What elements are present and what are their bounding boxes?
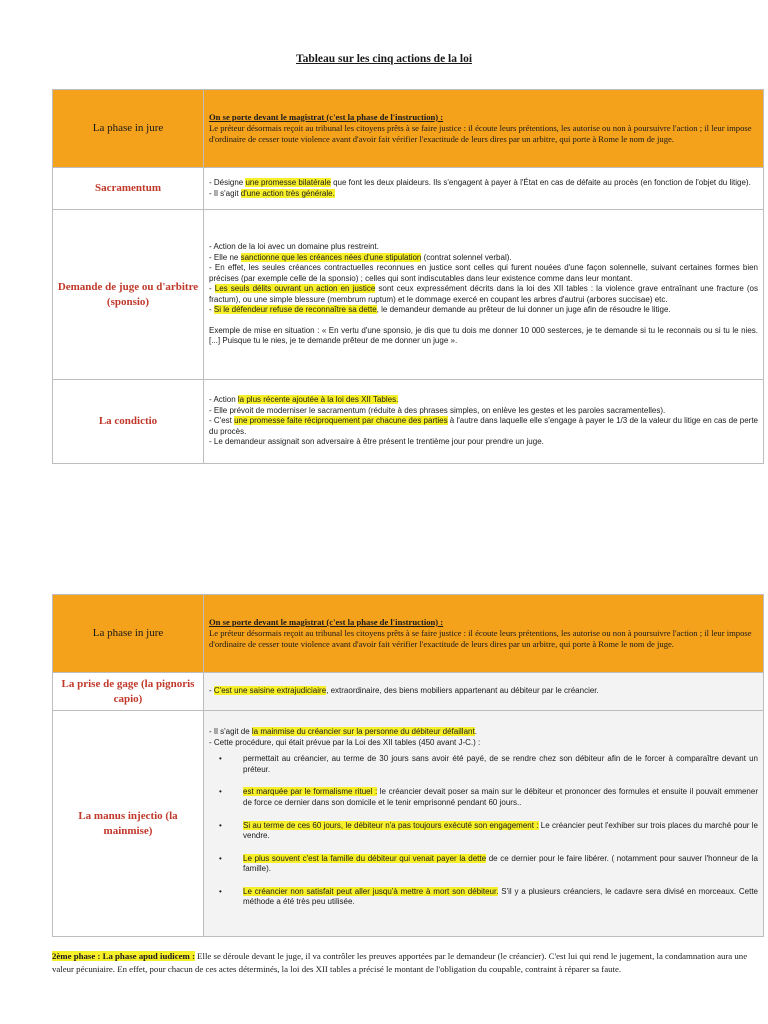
second-phase-text: Elle se déroule devant le juge, il va contrôler les preuves apportées par le demandeur (le créancier). C'est lui qui rend le jugement, la condamnation aura une valeur pécuniaire. En effet, pour chacun de ces actes déterminés, la loi des XII tables a précisé le montant de l'obligation du coupable, contraint à réparer sa faute. [52,951,748,975]
text-span: - [209,305,214,315]
demande-cell [204,210,764,380]
highlight-span: une promesse bilatérale [245,177,331,187]
phase-in-jure-cell [204,90,764,168]
phase-in-jure-cell-2 [204,595,764,673]
text-span: , extraordinaire, des biens mobiliers appartenant au débiteur par le créancier. [326,686,599,696]
text-span: de ce dernier pour le faire libérer. ( notamment pour sauver l'honneur de la famille). [243,853,758,874]
text-span: - [209,686,214,696]
sacramentum-line-2 [209,189,758,200]
manus-line-1 [209,727,758,738]
row-phase-in-jure-2 [53,595,764,673]
manus-bullet-5 [243,887,758,908]
text-span: le créancier devait poser sa main sur le débiteur et prononcer des formules et ensuite il pouvait emmener de force ce dernier dans son domicile et le tenir emprisonné pendant 60 jours.. [243,787,758,807]
text-span: - Il s'agit [209,188,241,198]
phase-in-jure-heading-2: On se porte devant le magistrat (c'est la phase de l'instruction) : [209,616,444,627]
condictio-line-2: - Elle prévoit de moderniser le sacramentum (réduite à des phrases simples, on enlève les gestes et les paroles sacramentelles). [209,405,666,415]
demande-label: Demande de juge ou d'arbitre (sponsio) [53,210,204,380]
row-prise-de-gage [53,673,764,711]
text-span: que font les deux plaideurs. Ils s'engagent à payer à l'État en cas de défaite au procès (en fonction de l'objet du litige). [330,177,751,187]
manus-bullet-2 [243,787,758,808]
actions-table-2 [52,594,764,937]
text-span: - Elle ne [209,252,241,262]
text-span: Le créancier peut l'exhiber sur trois places du marché pour le vendre. [243,820,759,841]
sacramentum-label: Sacramentum [53,168,204,210]
second-phase-heading: 2ème phase : La phase apud iudicem : [52,951,195,961]
highlight-span: Si au terme de ces 60 jours, le débiteur n'a pas toujours exécuté son engagement : [243,820,539,830]
demande-line-4 [209,284,758,305]
manus-bullets [209,754,758,907]
sacramentum-text [204,175,763,202]
highlight-span: C'est une saisine extrajudiciaire [213,686,327,696]
phase-in-jure-text [204,109,763,149]
prise-text [204,683,763,700]
highlight-span: la mainmise du créancier sur la personne du débiteur défaillant [251,727,475,737]
phase-in-jure-heading: On se porte devant le magistrat (c'est la phase de l'instruction) : [209,111,444,122]
row-manus-injectio [53,711,764,937]
manus-bullet-3 [243,821,758,842]
text-span: (contrat solennel verbal). [421,252,512,262]
manus-bullet-4 [243,854,758,875]
sacramentum-line-1 [209,178,758,189]
text-span: - C'est [209,416,235,426]
text-span: . [474,727,477,737]
condictio-cell [204,380,764,464]
condictio-label: La condictio [53,380,204,464]
row-demande-de-juge [53,210,764,380]
text-span: S'il y a plusieurs créanciers, le cadavre sera divisé en morceaux. Cette méthode a été très peu utilisée. [243,886,759,907]
highlight-span: d'une action très générale. [240,188,335,198]
manus-cell [204,711,764,937]
text-span: - [209,284,215,294]
manus-text [204,724,763,923]
highlight-span: sanctionne que les créances nées d'une stipulation [240,252,422,262]
demande-example: Exemple de mise en situation : « En vertu d'une sponsio, je dis que tu dois me donner 10 000 sesterces, je te demande si tu le reconnais ou si tu le nies. [...] Puisque tu le nies, je te demande prêteur de me donner un juge ». [209,325,758,346]
manus-bullet-1: • permettait au créancier, au terme de 30 jours sans avoir été payé, de se rendre chez son débiteur afin de le forcer à comparaître devant un préteur. [243,754,758,775]
highlight-span: Le créancier non satisfait peut aller jusqu'à mettre à mort son débiteur. [243,886,499,896]
highlight-span: Le plus souvent c'est la famille du débiteur qui venait payer la dette [243,853,487,863]
second-phase-paragraph [52,950,764,976]
text-span: - Désigne [209,177,246,187]
actions-table-1 [52,89,764,464]
text-span: - Il s'agit de [209,727,252,737]
demande-line-2 [209,253,758,264]
demande-line-5 [209,305,758,316]
text-span: , le demandeur demande au prêteur de lui donner un juge afin de résoudre le litige. [376,305,671,315]
text-span: sont ceux expressément décrits dans la loi des XII tables : la violence grave entraînant une fracture (os fractum), ou une simple blessure (membrum ruptum) et le dommage exercé en coupant les arbres d'autrui (arbores succisae) etc. [209,284,758,304]
sacramentum-cell [204,168,764,210]
phase-in-jure-label-2: La phase in jure [53,595,204,673]
highlight-span: une promesse faite réciproquement par chacune des parties [234,416,448,426]
phase-in-jure-body: Le préteur désormais reçoit au tribunal les citoyens prêts à se faire justice : il écoute leurs prétentions, les autorise ou non à poursuivre l'action ; il leur impose d'ordinaire de cesser toute violence avant d'avoir fait vérifier l'exactitude de leurs dires par un arbitre, qui porte à Rome le nom de juge. [209,122,752,145]
text-span: à l'autre dans laquelle elle s'engage à payer le 1/3 de la valeur du litige en cas de perte du procès. [209,416,758,436]
condictio-line-4: - Le demandeur assignait son adversaire à être présent le trentième jour pour prendre un juge. [209,437,544,447]
phase-in-jure-label: La phase in jure [53,90,204,168]
demande-text [204,239,763,350]
highlight-span: Les seuls délits ouvrant un action en justice [214,284,376,294]
highlight-span: la plus récente ajoutée à la loi des XII Tables. [237,395,399,405]
row-sacramentum [53,168,764,210]
condictio-line-3 [209,416,758,437]
phase-in-jure-body-2: Le préteur désormais reçoit au tribunal les citoyens prêts à se faire justice : il écoute leurs prétentions, les autorise ou non à poursuivre l'action ; il leur impose d'ordinaire de cesser toute violence avant d'avoir fait vérifier l'exactitude de leurs dires par un arbitre, qui porte à Rome le nom de juge. [209,627,752,650]
demande-line-1: - Action de la loi avec un domaine plus restreint. [209,242,379,252]
highlight-span: est marquée par le formalisme rituel : [243,787,378,797]
prise-cell [204,673,764,711]
text-span: - Action [209,395,238,405]
document-title: Tableau sur les cinq actions de la loi [295,53,473,65]
row-condictio [53,380,764,464]
manus-line-2: - Cette procédure, qui était prévue par la Loi des XII tables (450 avant J-C.) : [209,737,481,747]
highlight-span: Si le défendeur refuse de reconnaître sa dette [213,305,377,315]
row-phase-in-jure [53,90,764,168]
prise-label: La prise de gage (la pignoris capio) [53,673,204,711]
phase-in-jure-text-2 [204,614,763,654]
manus-label: La manus injectio (la mainmise) [53,711,204,937]
condictio-line-1 [209,395,758,406]
demande-line-3: - En effet, les seules créances contractuelles reconnues en justice sont celles qui furent nouées d'une façon solennelle, suivant certaines formes bien précises (par exemple celle de la sponsio) ; celles qui sont indiscutables dans leur existence comme dans leur montant. [209,263,758,283]
condictio-text [204,392,763,451]
